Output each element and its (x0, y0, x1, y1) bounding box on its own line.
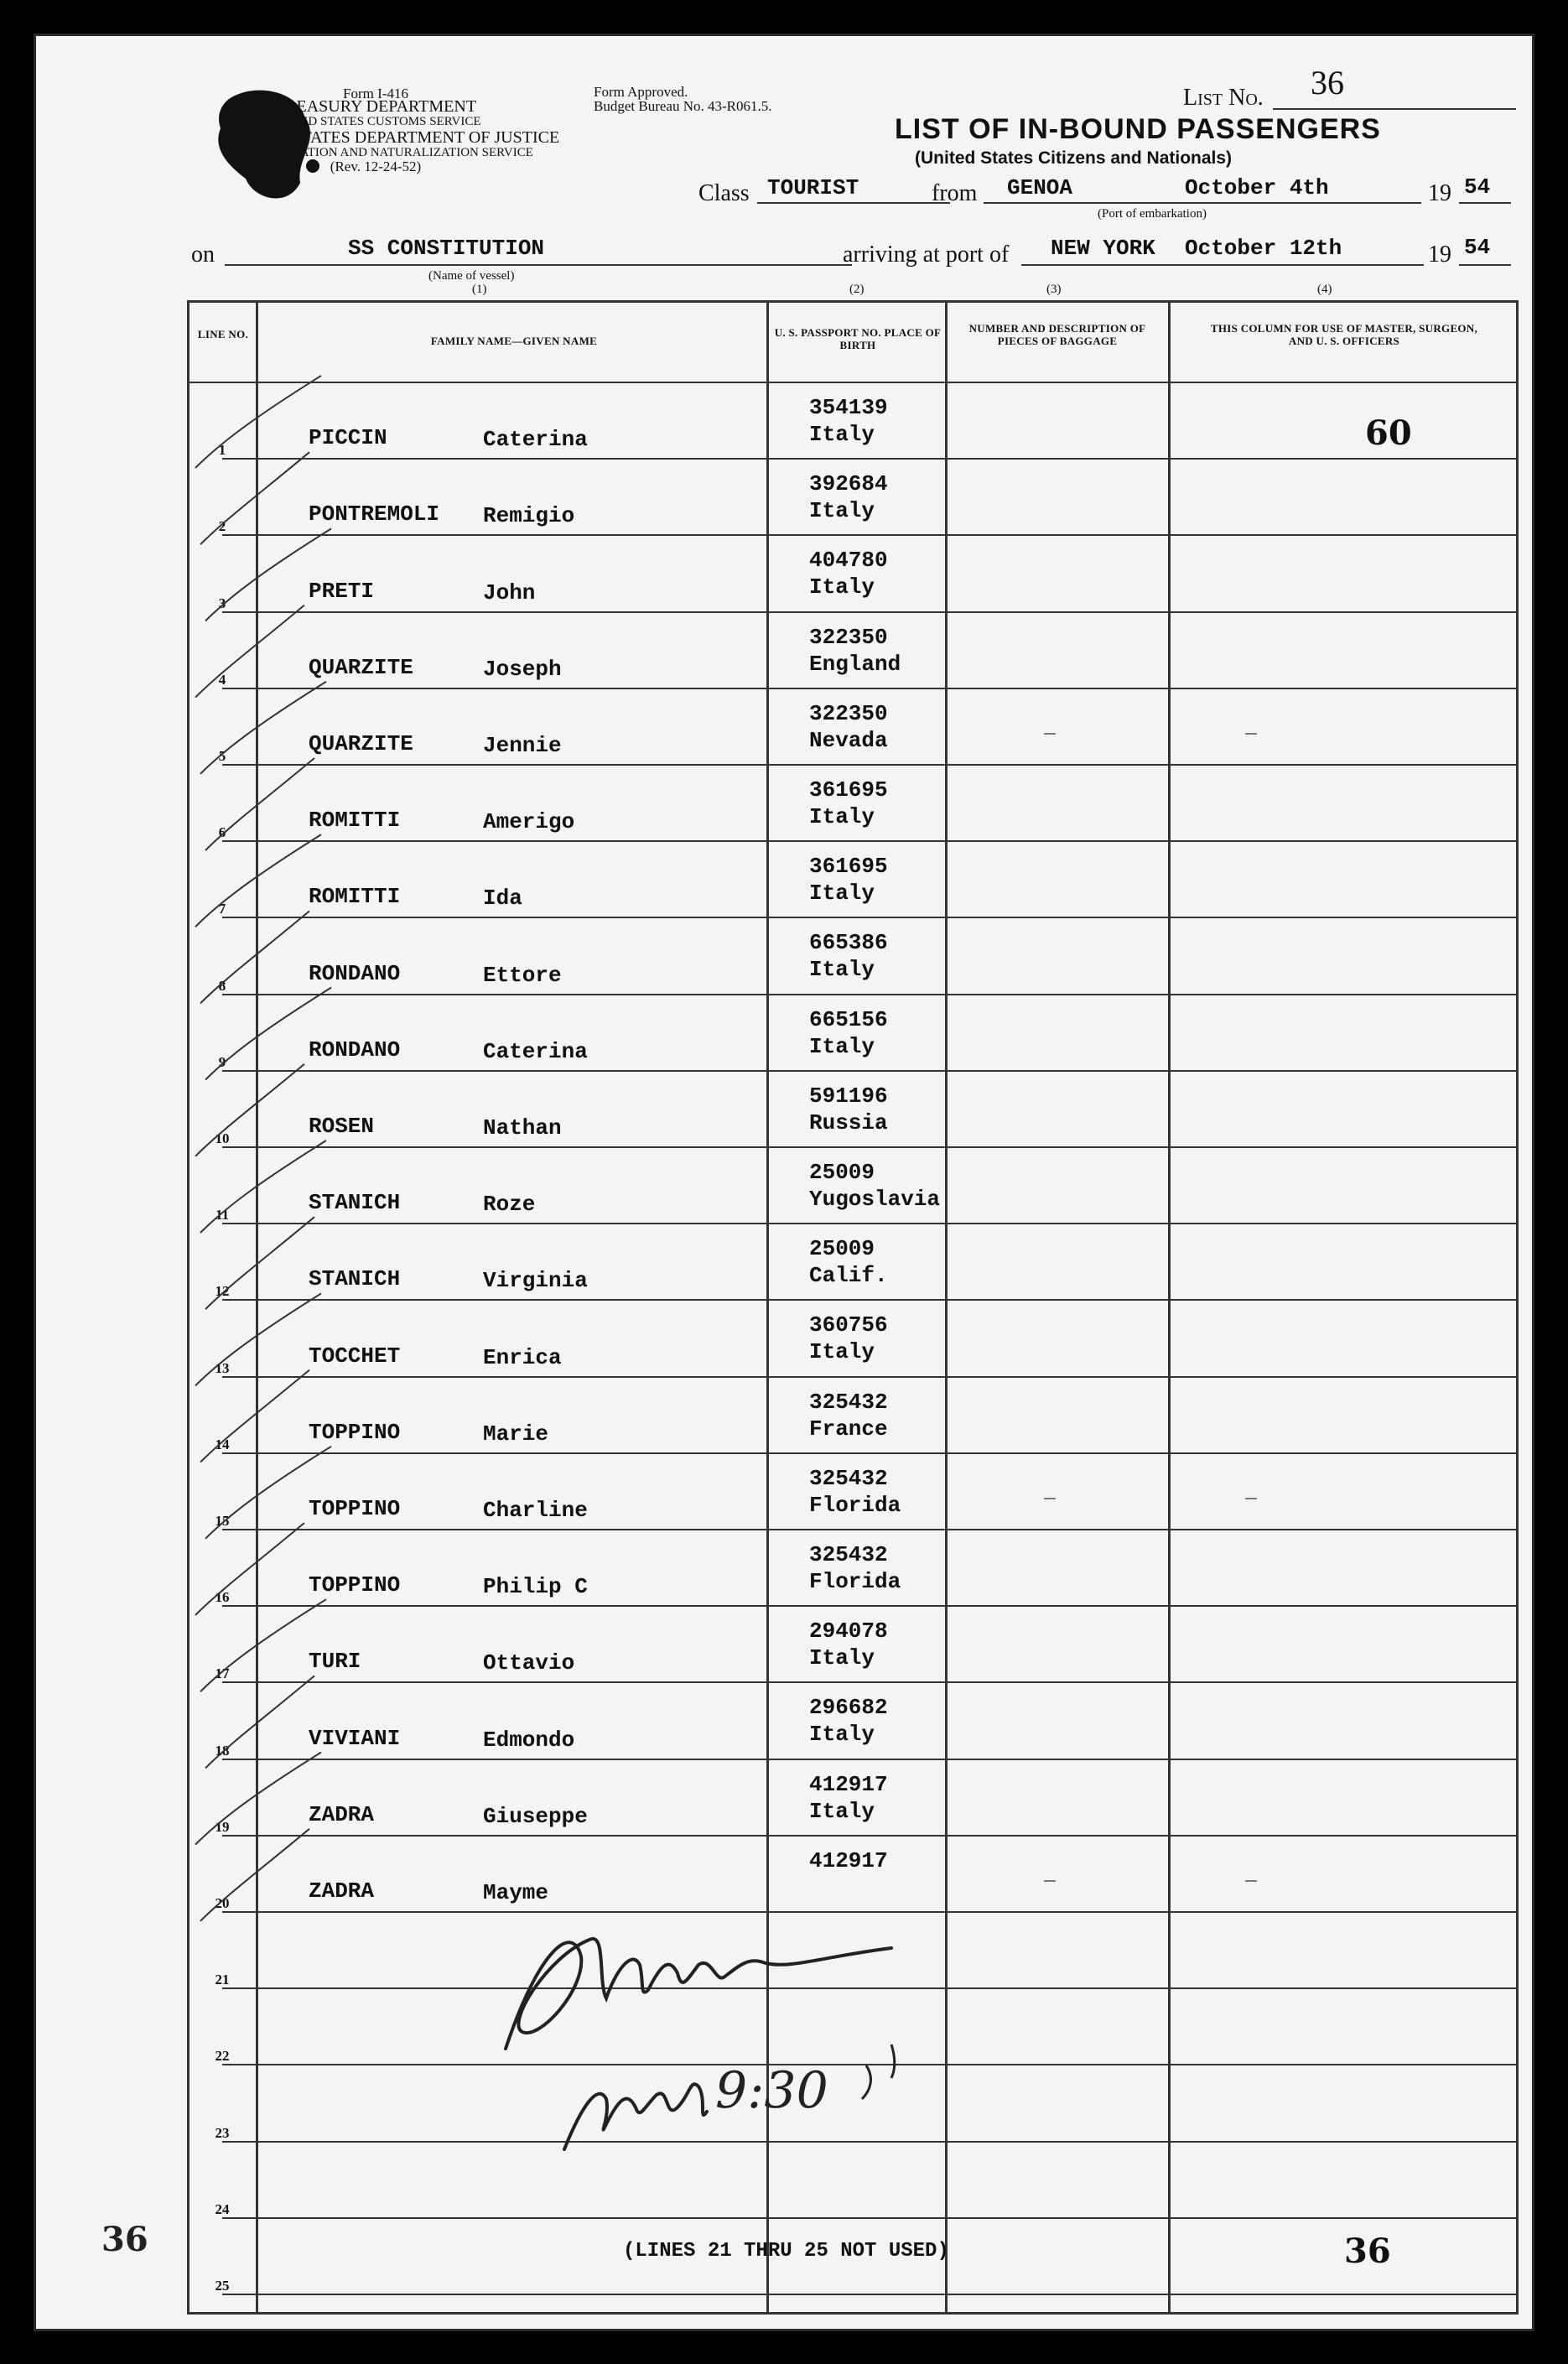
family-name: ZADRA (309, 1878, 375, 1904)
place-of-birth: Nevada (809, 727, 888, 753)
year-prefix: 19 (1428, 180, 1451, 206)
given-name: Charline (483, 1497, 588, 1523)
form-approved: Form Approved. (594, 84, 688, 100)
passport-number: 412917 (809, 1771, 888, 1797)
column-number-4: (4) (1317, 283, 1332, 296)
given-name: Nathan (483, 1114, 562, 1140)
check-mark (200, 1370, 309, 1463)
dash-mark (1245, 733, 1257, 735)
budget-bureau-number: Budget Bureau No. 43-R061.5. (594, 98, 772, 114)
row-line-number: 10 (215, 1130, 230, 1146)
given-name: Ida (483, 886, 522, 912)
list-no-label: List No. (1183, 85, 1264, 111)
check-mark (200, 452, 309, 544)
passport-number: 392684 (809, 471, 888, 497)
column-heading-passport: U. S. PASSPORT NO. PLACE OF BIRTH (774, 326, 942, 351)
row-line-number: 14 (215, 1436, 230, 1452)
column-number-1: (1) (472, 283, 487, 296)
given-name: Roze (483, 1192, 536, 1218)
row-line-number: 22 (215, 2048, 230, 2065)
passport-number: 296682 (809, 1695, 888, 1721)
place-of-birth: Florida (809, 1569, 901, 1594)
check-mark (195, 834, 321, 927)
given-name: Virginia (483, 1268, 588, 1294)
row-line-number: 25 (215, 2277, 230, 2294)
row-line-number: 9 (218, 1053, 226, 1070)
class-underline (757, 202, 950, 204)
passport-number: 665386 (809, 930, 888, 956)
check-mark (195, 1523, 304, 1615)
place-of-birth: Italy (809, 1339, 875, 1365)
place-of-birth: Italy (809, 574, 875, 600)
place-of-birth: Calif. (809, 1263, 888, 1289)
officer-count: 60 (1365, 413, 1412, 453)
column-number-2: (2) (849, 283, 864, 296)
handwritten-signature (472, 1898, 1059, 2174)
check-mark (195, 1753, 321, 1845)
revision-date: (Rev. 12-24-52) (330, 158, 422, 174)
row-line-number: 23 (215, 2124, 230, 2141)
family-name: PONTREMOLI (309, 501, 440, 527)
passenger-list-page (34, 34, 1534, 2331)
row-line-number: 18 (215, 1742, 230, 1759)
row-line-number: 7 (218, 901, 226, 917)
family-name: RONDANO (309, 960, 401, 986)
check-mark (195, 605, 304, 698)
arrival-year-underline (1459, 264, 1511, 266)
row-line-number: 15 (215, 1512, 230, 1529)
family-name: STANICH (309, 1190, 401, 1216)
place-of-birth: Italy (809, 422, 875, 447)
row-line-number: 1 (218, 442, 226, 459)
place-of-birth: Italy (809, 957, 875, 983)
family-name: PRETI (309, 578, 375, 604)
row-line-number: 8 (218, 977, 226, 994)
year-underline (1459, 202, 1511, 204)
check-mark (205, 1676, 314, 1768)
departure-year: 54 (1464, 174, 1491, 200)
family-name: STANICH (309, 1266, 401, 1292)
port-caption: (Port of embarkation) (1098, 207, 1207, 221)
row-line-number: 17 (215, 1665, 230, 1682)
passport-number: 325432 (809, 1465, 888, 1491)
row-rule (222, 2217, 1516, 2219)
column-heading-name: FAMILY NAME—GIVEN NAME (430, 335, 598, 347)
passport-number: 322350 (809, 700, 888, 726)
departure-date: October 4th (1185, 175, 1329, 200)
row-line-number: 4 (218, 671, 226, 688)
class-value: TOURIST (767, 175, 859, 200)
arrival-year-prefix: 19 (1428, 242, 1451, 268)
check-mark (195, 1293, 321, 1385)
list-number: 36 (1311, 64, 1344, 101)
row-line-number: 13 (215, 1359, 230, 1376)
row-line-number: 19 (215, 1818, 230, 1835)
check-mark (205, 528, 331, 621)
column-number-3: (3) (1046, 283, 1062, 296)
given-name: John (483, 579, 536, 605)
form-title: LIST OF IN-BOUND PASSENGERS (895, 113, 1381, 145)
dash-mark (1044, 733, 1056, 735)
family-name: QUARZITE (309, 654, 413, 680)
justice-department: UNITED STATES DEPARTMENT OF JUSTICE (225, 128, 560, 147)
given-name: Caterina (483, 427, 588, 453)
column-heading-line-no: LINE NO. (197, 328, 249, 340)
on-label: on (191, 242, 215, 268)
given-name: Philip C (483, 1574, 588, 1600)
vessel-caption: (Name of vessel) (428, 269, 515, 283)
family-name: TOPPINO (309, 1419, 401, 1445)
check-mark (200, 911, 309, 1003)
passport-number: 294078 (809, 1618, 888, 1644)
given-name: Jennie (483, 732, 562, 758)
row-line-number: 24 (215, 2200, 230, 2217)
arrival-port: NEW YORK (1051, 236, 1155, 261)
family-name: TOCCHET (309, 1343, 401, 1369)
passport-number: 322350 (809, 624, 888, 650)
passport-number: 404780 (809, 548, 888, 574)
check-mark (200, 1140, 326, 1233)
check-mark (195, 376, 321, 468)
given-name: Edmondo (483, 1727, 575, 1753)
family-name: ROMITTI (309, 808, 401, 834)
check-mark (205, 1217, 314, 1309)
place-of-birth: Russia (809, 1109, 888, 1135)
from-underline (984, 202, 1421, 204)
passport-number: 665156 (809, 1006, 888, 1032)
place-of-birth: England (809, 651, 901, 677)
row-line-number: 6 (218, 824, 226, 841)
form-subtitle: (United States Citizens and Nationals) (915, 148, 1233, 168)
place-of-birth: Italy (809, 1033, 875, 1059)
arriving-label: arriving at port of (843, 242, 1010, 268)
lines-not-used-note: (LINES 21 THRU 25 NOT USED) (623, 2240, 949, 2263)
vessel-name: SS CONSTITUTION (348, 236, 545, 261)
treasury-department: TREASURY DEPARTMENT (274, 97, 477, 116)
given-name: Ottavio (483, 1650, 575, 1676)
form-number: Form I-416 (343, 86, 408, 101)
place-of-birth: Italy (809, 1798, 875, 1824)
vessel-underline (225, 264, 852, 266)
check-mark (200, 1829, 309, 1921)
row-line-number: 3 (218, 595, 226, 611)
check-mark (200, 682, 326, 774)
row-line-number: 11 (215, 1207, 230, 1224)
column-heading-officers: THIS COLUMN FOR USE OF MASTER, SURGEON, AND U. S. OFFICERS (1210, 322, 1478, 347)
row-line-number: 2 (218, 518, 226, 535)
passport-number: 25009 (809, 1160, 875, 1185)
given-name: Marie (483, 1421, 549, 1447)
check-mark (205, 758, 314, 850)
place-of-birth: Italy (809, 1722, 875, 1748)
from-label: from (932, 180, 978, 206)
place-of-birth: Italy (809, 881, 875, 907)
passport-number: 325432 (809, 1389, 888, 1415)
bottom-right-number: 36 (1344, 2232, 1391, 2271)
family-name: TOPPINO (309, 1495, 401, 1521)
arrival-date: October 12th (1185, 236, 1342, 261)
family-name: QUARZITE (309, 730, 413, 756)
family-name: RONDANO (309, 1037, 401, 1063)
passport-number: 354139 (809, 395, 888, 420)
column-heading-baggage: NUMBER AND DESCRIPTION OF PIECES OF BAGGAGE (968, 322, 1146, 347)
check-mark (200, 1599, 326, 1691)
place-of-birth: Florida (809, 1492, 901, 1518)
given-name: Ettore (483, 962, 562, 988)
customs-service: UNITED STATES CUSTOMS SERVICE (270, 115, 481, 128)
given-name: Enrica (483, 1344, 562, 1370)
family-name: TURI (309, 1649, 361, 1675)
row-line-number: 16 (215, 1589, 230, 1606)
row-line-number: 5 (218, 747, 226, 764)
check-mark (205, 988, 331, 1080)
place-of-birth: France (809, 1416, 888, 1442)
family-name: VIVIANI (309, 1725, 401, 1751)
immigration-service: IMMIGRATION AND NATURALIZATION SERVICE (252, 146, 533, 159)
row-line-number: 12 (215, 1283, 230, 1300)
family-name: ROSEN (309, 1113, 375, 1139)
svg-text:9:30: 9:30 (715, 2061, 828, 2120)
list-no-underline (1273, 108, 1516, 110)
dash-mark (1245, 1880, 1257, 1882)
place-of-birth: Italy (809, 804, 875, 829)
passport-number: 361695 (809, 777, 888, 803)
given-name: Mayme (483, 1879, 549, 1905)
family-name: TOPPINO (309, 1572, 401, 1598)
place-of-birth: Italy (809, 498, 875, 524)
place-of-birth: Yugoslavia (809, 1187, 941, 1212)
place-of-birth: Italy (809, 1645, 875, 1671)
passport-number: 25009 (809, 1236, 875, 1262)
row-rule (222, 2294, 1516, 2295)
passport-number: 412917 (809, 1847, 888, 1873)
dash-mark (1044, 1880, 1056, 1882)
passport-number: 360756 (809, 1312, 888, 1338)
passport-number: 325432 (809, 1542, 888, 1567)
family-name: ROMITTI (309, 884, 401, 910)
family-name: ZADRA (309, 1801, 375, 1827)
bottom-left-number: 36 (101, 2220, 148, 2259)
dash-mark (1245, 1498, 1257, 1499)
given-name: Remigio (483, 503, 575, 529)
embarkation-port: GENOA (1007, 175, 1073, 200)
row-line-number: 20 (215, 1894, 230, 1911)
dash-mark (1044, 1498, 1056, 1499)
check-marks (187, 371, 422, 1965)
given-name: Caterina (483, 1038, 588, 1064)
row-line-number: 21 (215, 1972, 230, 1988)
given-name: Joseph (483, 656, 562, 682)
class-label: Class (698, 180, 750, 206)
given-name: Giuseppe (483, 1803, 588, 1829)
check-mark (205, 1447, 331, 1539)
check-mark (195, 1064, 304, 1156)
arrival-year: 54 (1464, 235, 1491, 260)
passport-number: 591196 (809, 1083, 888, 1109)
arrival-underline (1021, 264, 1424, 266)
family-name: PICCIN (309, 425, 387, 451)
passport-number: 361695 (809, 854, 888, 880)
given-name: Amerigo (483, 809, 575, 835)
